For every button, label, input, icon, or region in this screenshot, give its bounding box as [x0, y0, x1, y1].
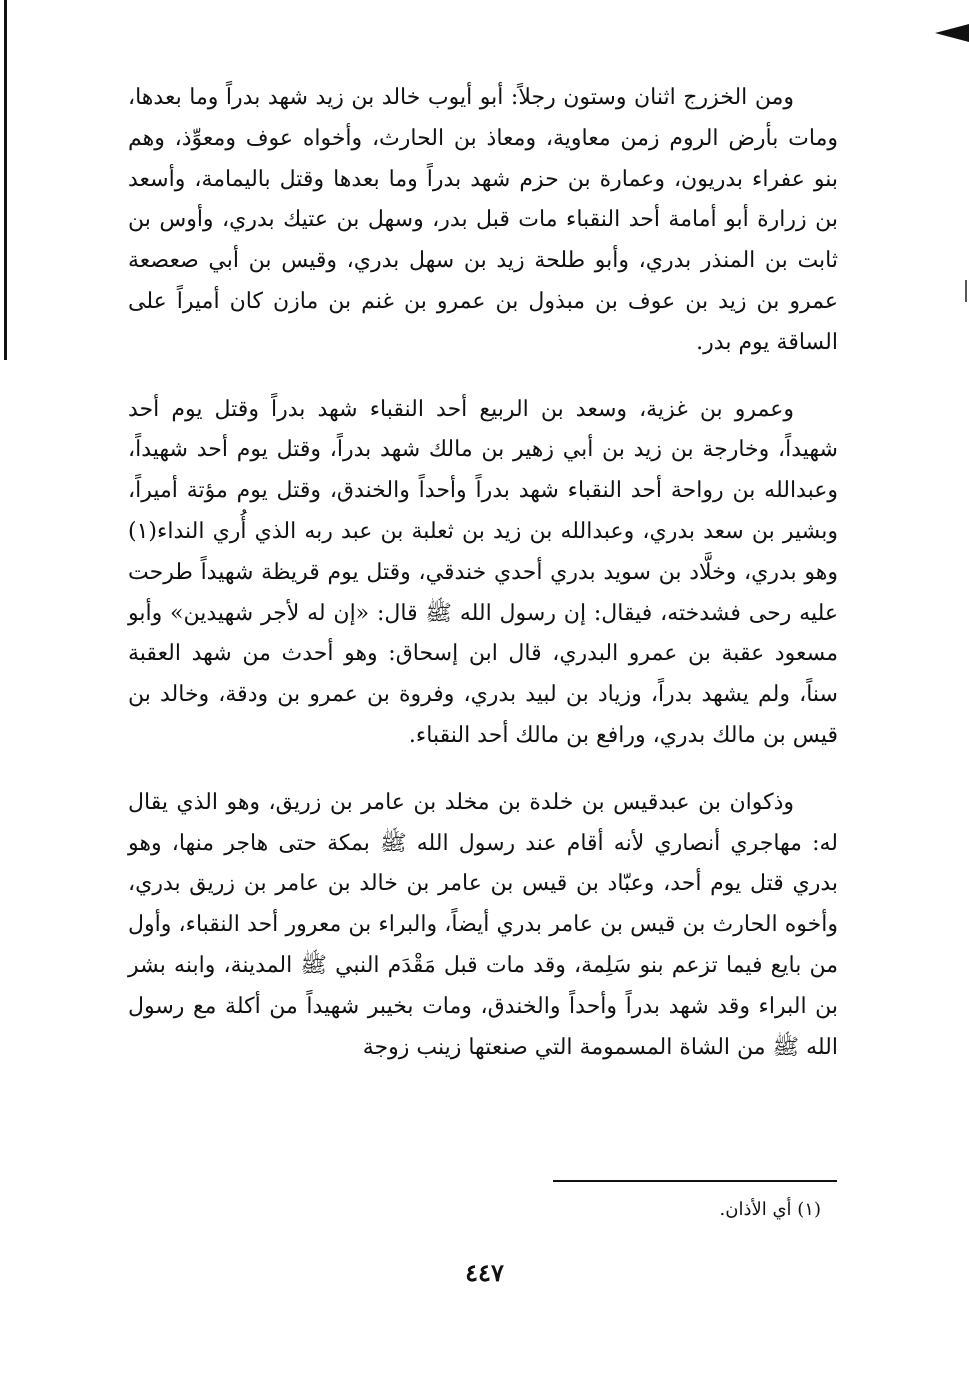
footnote: (١) أي الأذان.: [719, 1199, 821, 1220]
footnote-separator: [553, 1180, 837, 1182]
page-number: ٤٤٧: [465, 1258, 504, 1287]
scan-right-edge-mark: [965, 280, 967, 302]
paragraph-3: وذكوان بن عبدقيس بن خلدة بن مخلد بن عامر بن زريق، وهو الذي يقال له: مهاجري أنصاري لأنه أقام عند رسول الله ﷺ بمكة حتى هاجر منها، وهو بدري قتل يوم أحد، وعبّاد بن قيس بن عامر بن خالد بن عامر بن زريق بدري، وأخوه الحارث بن قيس بن عامر بدري أيضاً، والبراء بن معرور أحد النقباء، وأول من بايع فيما تزعم بنو سَلِمة، وقد مات قبل مَقْدَم النبي ﷺ المدينة، وابنه بشر بن البراء وقد شهد بدراً وأحداً والخندق، ومات بخيبر شهيداً من أكلة مع رسول الله ﷺ من الشاة المسمومة التي صنعتها زينب زوجة: [128, 789, 838, 1060]
paragraph-2: وعمرو بن غزية، وسعد بن الربيع أحد النقباء شهد بدراً وقتل يوم أحد شهيداً، وخارجة بن زيد بن أبي زهير بن مالك شهد بدراً، وقتل يوم أحد شهيداً، وعبدالله بن رواحة أحد النقباء شهد بدراً وأحداً والخندق، وقتل يوم مؤتة أميراً، وبشير بن سعد بدري، وعبدالله بن زيد بن ثعلبة بن عبد ربه الذي أُري النداء(١) وهو بدري، وخلَّاد بن سويد بدري أحدي خندقي، وقتل يوم قريظة شهيداً طرحت عليه رحى فشدخته، فيقال: إن رسول الله ﷺ قال: «إن له لأجر شهيدين» وأبو مسعود عقبة بن عمرو البدري، قال ابن إسحاق: وهو أحدث من شهد العقبة سناً، ولم يشهد بدراً، وزياد بن لبيد بدري، وفروة بن عمرو بن ودقة، وخالد بن قيس بن مالك بدري، ورافع بن مالك أحد النقباء.: [128, 396, 838, 748]
paragraph-1: ومن الخزرج اثنان وستون رجلاً: أبو أيوب خالد بن زيد شهد بدراً وما بعدها، ومات بأرض الروم زمن معاوية، ومعاذ بن الحارث، وأخواه عوف ومعوِّذ، وهم بنو عفراء بدريون، وعمارة بن حزم شهد بدراً وما بعدها وقتل باليمامة، وأسعد بن زرارة أبو أمامة أحد النقباء مات قبل بدر، وسهل بن عتيك بدري، وأوس بن ثابت بن المنذر بدري، وأبو طلحة زيد بن سهل بدري، وقيس بن أبي صعصعة عمرو بن زيد بن عوف بن مبذول بن عمرو بن غنم بن مازن كان أميراً على الساقة يوم بدر.: [128, 85, 838, 355]
scan-left-edge-line: [4, 0, 7, 360]
main-text: [128, 78, 838, 1094]
page-corner-arrow-icon: [935, 24, 969, 42]
